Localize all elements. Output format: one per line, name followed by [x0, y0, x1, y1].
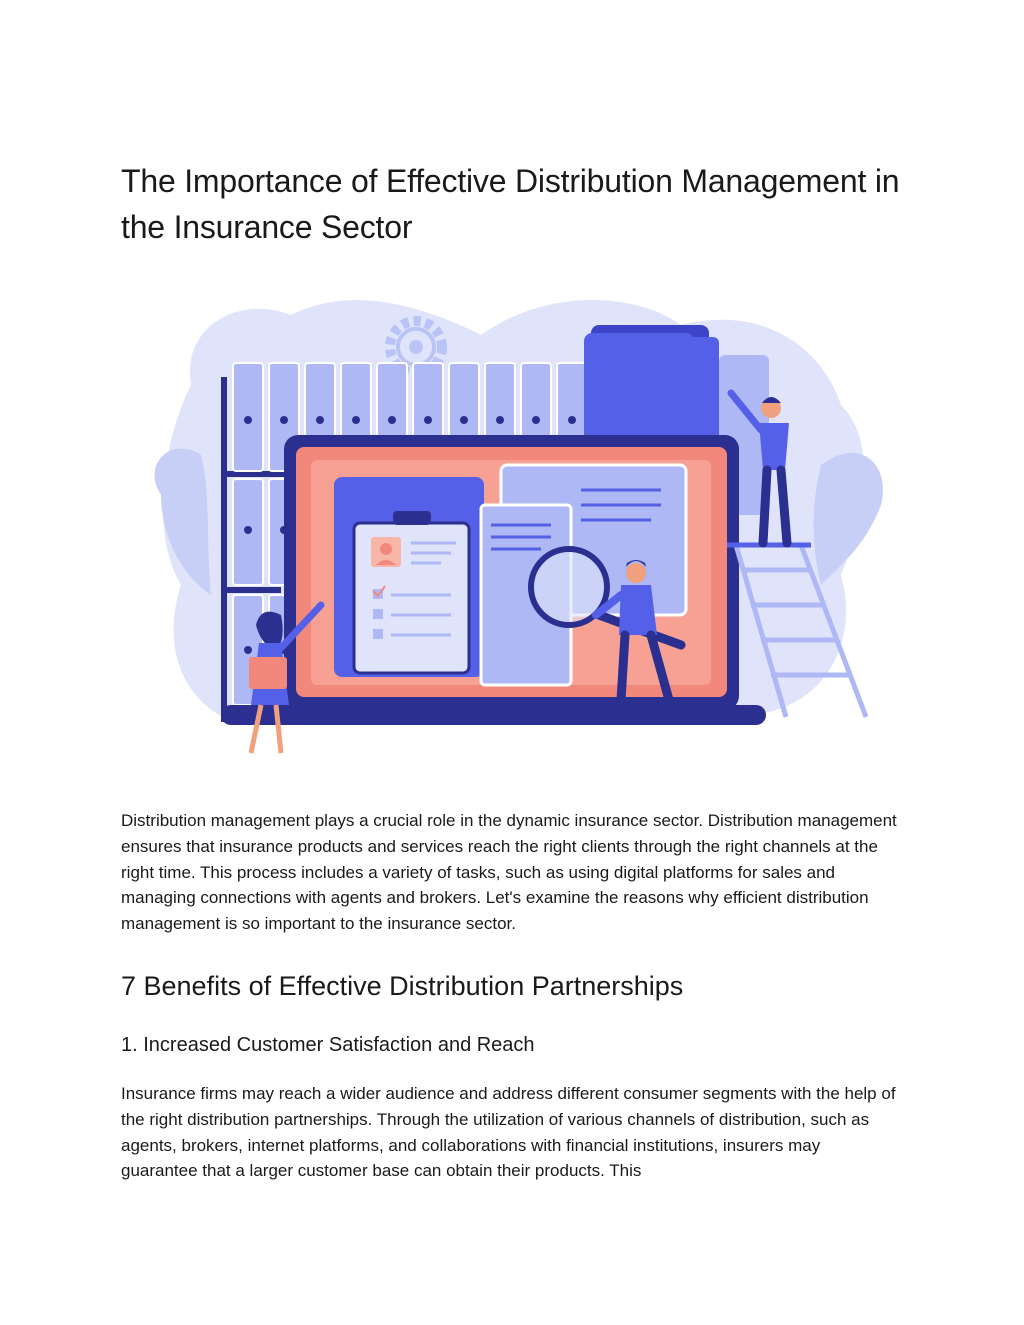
subsection-heading: 1. Increased Customer Satisfaction and Reach [121, 1034, 535, 1056]
document-management-illustration-icon [121, 265, 903, 785]
profile-clipboard [334, 477, 484, 677]
intro-paragraph: Distribution management plays a crucial role in the dynamic insurance sector. Distribution management ensures that insurance products and services reach the right clients through the right channels at the right time. This process includes a variety of tasks, such as using digital platforms for sales and managing connections with agents and brokers. Let's examine the reasons why efficient distribution management is so important to the insurance sector. [121, 811, 897, 934]
page-title: The Importance of Effective Distribution Management in the Insurance Sector [121, 163, 900, 245]
section-heading: 7 Benefits of Effective Distribution Partnerships [121, 971, 684, 1001]
leaf-shape-right [814, 453, 883, 585]
subsection-paragraph: Insurance firms may reach a wider audience and address different consumer segments with the help of the right distribution partnerships. Through the utilization of various channels of distribution, such as agents, brokers, internet platforms, and collaborations with financial institutions, insurers may guarantee that a larger customer base can obtain their products. This [121, 1084, 896, 1181]
